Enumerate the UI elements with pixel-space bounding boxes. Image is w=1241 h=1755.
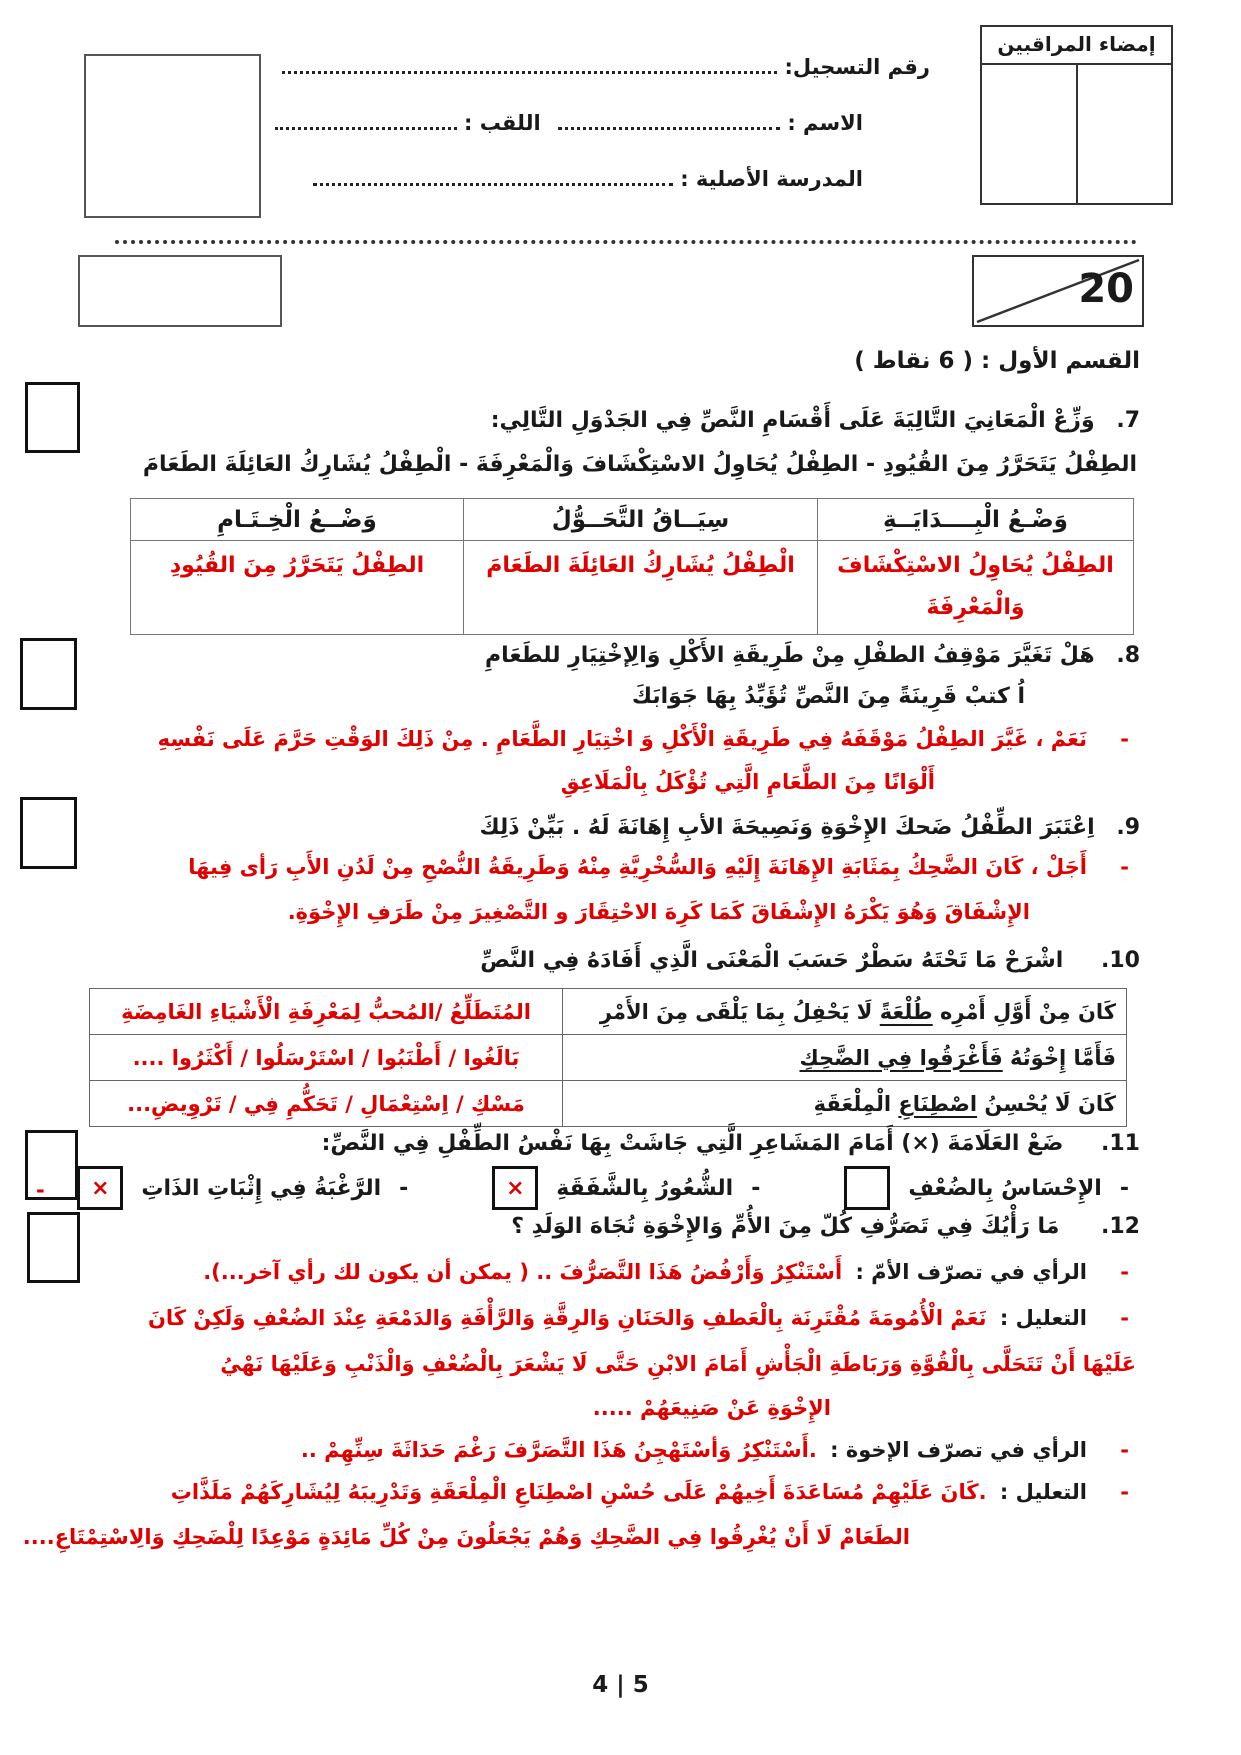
margin-box-q7 (25, 382, 80, 453)
option-dash: - (399, 1175, 409, 1201)
photo-box (84, 54, 261, 218)
option-label-pity: الشُّعُورُ بِالشَّفَقَةِ (556, 1175, 734, 1201)
phrase-suffix: لَا يَحْفِلُ بِمَا يَلْقَى مِنَ الأَمْرِ (599, 999, 880, 1024)
table-row (90, 1035, 1127, 1081)
supervisors-signature-box (980, 25, 1173, 205)
opinion-label: الرأي في تصرّف الإخوة : (830, 1438, 1087, 1462)
question-8-answer-line2: أَلْوَانًا مِنَ الطَّعَامِ الَّتِي تُؤْكَلُ بِالْمَلَاعِقِ (560, 770, 935, 794)
school-label: المدرسة الأصلية : (680, 167, 863, 191)
opinion-answer: أَسْتَنْكِرُ وَأَرْفُضُ هَذَا التَّصَرُّفَ .. ( يمكن أن يكون لك رأي آخر...). (203, 1260, 843, 1284)
phrase-prefix: كَانَ لَا يُحْسِنُ (977, 1091, 1116, 1116)
q7-col-header-transition: سِيَــاقُ التَّحَــوُّلُ (464, 499, 818, 541)
q10-source-phrase-1 (563, 989, 1127, 1035)
question-8-text: هَلْ تَغَيَّرَ مَوْقِفُ الطفْلِ مِنْ طَرِيقَةِ الأَكْلِ وَالِإخْتِيَارِ للطَعَامِ (484, 643, 1095, 668)
checkbox-self-assertion[interactable]: × (77, 1166, 123, 1210)
justification-brothers-cont: الطَعَامْ لَا أَنْ يُغْرِقُوا فِي الضَّحِكِ وَهُمْ يَجْعَلُونَ مِنْ كُلِّ مَائِدَةٍ مَوْعِدًا لِلْضَحِكِ وَالِاسْتِمْتَاعِ.... (22, 1525, 910, 1549)
justification-label: التعليل : (999, 1480, 1087, 1504)
table-row (90, 1081, 1127, 1127)
question-9-answer-line2: الإِشْفَاقَ وَهُوَ يَكْرَهُ الإِشْفَاقَ كَمَا كَرِهَ الاحْتِقَارَ و التَّصْغِيرَ مِنْ طَرَفِ الإِخْوَةِ. (287, 900, 1030, 924)
answer-dash: - (1120, 1480, 1129, 1504)
q7-answer-transition: الْطِفْلُ يُشَارِكُ العَائِلَةَ الطَعَامَ (464, 541, 818, 635)
option-label-weakness: الإِحْسَاسُ بِالضُعْفِ (908, 1175, 1102, 1201)
table-row (90, 989, 1127, 1035)
justification-mother-cont1: عَلَيْهَا أَنْ تَتَحَلَّى بِالْقُوَّةِ وَرَبَاطَةِ الْجَأْشِ أَمَامَ الابْنِ حَتَّى لَا يَشْعَرَ بِالْضُعْفِ وَالْذَنْبِ وَعَلَيْهَا نَهْيُ (220, 1352, 1136, 1376)
page-number (0, 1672, 1241, 1698)
score-total: 20 (1078, 266, 1134, 312)
answer-dash: - (1120, 855, 1129, 879)
name-label: الاسم : (787, 111, 863, 135)
underlined-word: فَأَغْرَقُوا فِي الضَّحِكِ (799, 1045, 1003, 1070)
opinion-mother (203, 1260, 1129, 1284)
name-line (275, 106, 863, 135)
checkbox-pity[interactable]: × (492, 1166, 538, 1210)
registration-line (282, 50, 930, 79)
phrase-prefix: كَانَ مِنْ أَوَّلِ أَمْرِه (932, 999, 1116, 1024)
question-11-number: 11. (1101, 1131, 1140, 1156)
empty-score-note-box (78, 255, 282, 327)
surname-label: اللقب : (463, 111, 541, 135)
margin-box-q9 (20, 797, 77, 869)
score-box (972, 255, 1144, 327)
underlined-word: اصْطِنَاعِ (898, 1091, 978, 1116)
q10-explanation-1: المُتَطَلِّعُ /المُحبُّ لِمَعْرِفَةِ الْأَشْيَاءِ الغَامِضَةِ (90, 989, 563, 1035)
answer-text: أَجَلْ ، كَانَ الضَّحِكُ بِمَثَابَةِ الإِهَانَةَ إِلَيْهِ وَالسُّخْرِيَّةِ مِنْهُ وَطَرِيقَةُ النُّصْحِ مِنْ لَدُنِ الأَبِ رَأى فِيهَا (188, 855, 1087, 879)
question-8-subtext: اُ كتبْ قَرِينَةً مِنَ النَّصِّ تُؤَيِّدُ بِهَا جَوَابَكَ (631, 684, 1025, 709)
underlined-word: طُلْعَةً (879, 999, 933, 1024)
justification-answer: .كَانَ عَلَيْهِمْ مُسَاعَدَةَ أَخِيهُمْ عَلَى حُسْنِ اصْطِنَاعِ الْمِلْعَقَةِ وَتَدْرِيبَهُ لِيُشَارِكَهُمْ مَلَذَّاتِ (170, 1480, 987, 1504)
q10-source-phrase-2 (563, 1035, 1127, 1081)
q7-col-header-beginning: وَضْـعُ الْبِــــدَايَــةِ (818, 499, 1134, 541)
question-9-text: اِعْتَبَرَ الطِّفْلُ ضَحكَ الإِخْوَةِ وَنَصِيحَةَ الأبِ إِهَانَةَ لَهُ . بَيِّنْ ذَلِكَ (479, 815, 1095, 840)
option-dash: - (1119, 1175, 1129, 1201)
phrase-prefix: فَأَمَّا إِخْوَتُهُ (1002, 1045, 1116, 1070)
school-line (313, 162, 863, 191)
question-8-answer-line1 (158, 727, 1129, 751)
question-7-meanings: الطِفْلُ يَتَحَرَّرُ مِنَ القُيُودِ - الطِفْلُ يُحَاوِلُ الاسْتِكْشَافَ وَالْمَعْرِفَةَ - الْطِفْلُ يُشَارِكُ العَائِلَةَ الطَعَامَ (142, 452, 1137, 477)
school-field[interactable] (313, 162, 673, 186)
question-10-table (89, 988, 1127, 1127)
answer-dash: - (1120, 1306, 1129, 1330)
registration-number-field[interactable] (282, 50, 777, 74)
name-field[interactable] (558, 106, 780, 130)
question-11 (322, 1131, 1140, 1156)
question-7-number: 7. (1116, 408, 1140, 433)
supervisor-signature-cell-1 (1076, 65, 1172, 205)
section-title: القسم الأول : ( 6 نقاط ) (854, 348, 1140, 374)
opinion-brothers (301, 1438, 1129, 1462)
justification-label: التعليل : (999, 1306, 1087, 1330)
question-9 (479, 815, 1140, 840)
answer-dash: - (1120, 1438, 1129, 1462)
question-7 (491, 408, 1140, 433)
supervisor-signature-cell-2 (982, 65, 1076, 205)
answer-dash: - (1120, 727, 1129, 751)
question-12-text: مَا رَأْيُكَ فِي تَصَرُّفِ كُلّ مِنَ الأُمِّ وَالإِخْوَةِ تُجَاهَ الوَلَدِ ؟ (511, 1214, 1060, 1239)
option-dash: - (751, 1175, 761, 1201)
question-8-number: 8. (1116, 643, 1140, 668)
phrase-suffix: الْمِلْعَقَةِ (813, 1091, 899, 1116)
option-label-self-assertion: الرَّغْبَةُ فِي إِثْبَاتِ الذَاتِ (141, 1175, 382, 1201)
question-7-table (130, 498, 1134, 635)
question-10 (480, 948, 1140, 973)
q7-col-header-ending: وَضْــعُ الْخِـتَـامِ (131, 499, 464, 541)
answer-text: نَعَمْ ، غَيَّرَ الطِفْلُ مَوْقَفَهُ فِي طَرِيقَةِ الْأَكْلِ وَ اخْتِيَارِ الطَّعَامِ . مِنْ ذَلِكَ الوَقْتِ حَرَّمَ عَلَى نَفْسِهِ (157, 727, 1087, 751)
question-10-text: اشْرَحْ مَا تَحْتَهُ سَطْرٌ حَسَبَ الْمَعْنَى الَّذِي أَفَادَهُ فِي النَّصِّ (480, 948, 1064, 973)
q10-source-phrase-3 (563, 1081, 1127, 1127)
registration-label: رقم التسجيل: (784, 55, 930, 79)
question-11-options (77, 1166, 1129, 1210)
question-12 (511, 1214, 1140, 1239)
q7-answer-ending: الطِفْلُ يَتَحَرَّرُ مِنَ القُيُودِ (131, 541, 464, 635)
justification-mother (148, 1306, 1129, 1330)
page-number-text: 4 | 5 (592, 1672, 649, 1698)
justification-mother-cont2: الإِخْوَةِ عَنْ صَنِيعَهُمْ ..... (592, 1396, 831, 1420)
supervisors-signature-title: إمضاء المراقبين (982, 27, 1171, 65)
opinion-label: الرأي في تصرّف الأمّ : (855, 1260, 1087, 1284)
margin-box-q12 (27, 1212, 80, 1283)
question-10-number: 10. (1101, 948, 1140, 973)
checkbox-weakness[interactable] (844, 1166, 890, 1210)
question-8 (485, 643, 1140, 668)
question-12-number: 12. (1101, 1214, 1140, 1239)
dotted-separator (115, 240, 1137, 244)
stray-dash: - (36, 1178, 45, 1202)
q10-explanation-2: بَالَغُوا / أَطْنَبُوا / اسْتَرْسَلُوا / أَكْثَرُوا .... (90, 1035, 563, 1081)
q7-answer-beginning: الطِفْلُ يُحَاوِلُ الاسْتِكْشَافَ وَالْمَعْرِفَةَ (818, 541, 1134, 635)
question-9-answer-line1 (188, 855, 1129, 879)
answer-dash: - (1120, 1260, 1129, 1284)
justification-answer: نَعَمْ الْأُمُومَةَ مُقْتَرِنَة بِالْعَطفِ وَالحَنَانِ وَالرِقَّةِ وَالرَّأْفَةِ وَالدَمْعَةِ عِنْدَ الضُعْفِ وَلَكِنْ كَانَ (147, 1306, 987, 1330)
surname-field[interactable] (275, 106, 457, 130)
q10-explanation-3: مَسْكِ / اِسْتِعْمَالِ / تَحَكُّمِ فِي / تَرْوِيضِ... (90, 1081, 563, 1127)
margin-box-q8 (20, 638, 77, 710)
justification-brothers (171, 1480, 1129, 1504)
opinion-answer: .أَسْتَنْكِرُ وَأسْتَهْجِنُ هَذَا التَّصَرَّفَ رَغْمَ حَدَاثَةَ سِنِّهِمْ .. (300, 1438, 817, 1462)
margin-box-q11 (25, 1130, 78, 1200)
question-7-text: وَزِّعْ الْمَعَانِيَ التَّالِيَةَ عَلَى أَقْسَامِ النَّصِّ فِي الجَدْوَلِ التَّالِي: (490, 408, 1095, 433)
question-9-number: 9. (1116, 815, 1140, 840)
question-11-text: ضَعْ العَلَامَةَ (×) أَمَامَ المَشَاعِرِ الَّتِي جَاشَتْ بِهَا نَفْسُ الطِّفْلِ فِي النَّصِّ: (321, 1131, 1064, 1156)
